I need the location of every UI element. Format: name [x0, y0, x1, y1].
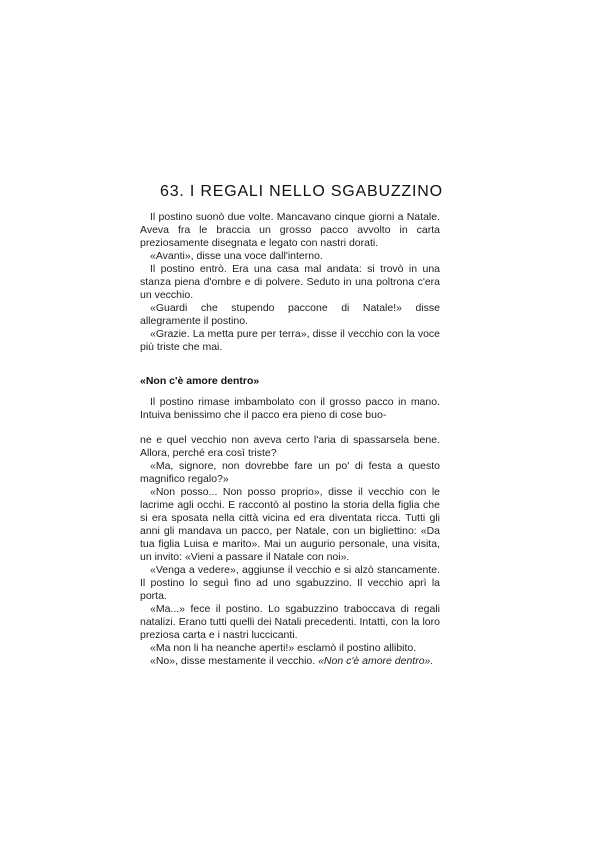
- section-text-start: [140, 396, 440, 422]
- italic-quote: «Non c'è amore dentro».: [318, 655, 434, 667]
- section-heading: «Non c'è amore dentro»: [140, 375, 260, 387]
- chapter-title: 63. I REGALI NELLO SGABUZZINO: [160, 183, 443, 200]
- paragraph-text: «No», disse mestamente il vecchio.: [150, 655, 319, 667]
- paragraph-final: [140, 655, 440, 668]
- paragraph: «Avanti», disse una voce dall'interno.: [150, 250, 323, 262]
- section-text-block: [140, 434, 440, 668]
- paragraph: Il postino rimase imbambolato con il grosso pacco in mano. Intuiva benissimo che il pacco era pieno di cose buo-: [140, 396, 440, 421]
- paragraph: «Venga a vedere», aggiunse il vecchio e si alzò stancamente. Il postino lo seguì fino ad uno sgabuzzino. Il vecchio aprì la porta.: [140, 564, 440, 602]
- paragraph: Il postino suonò due volte. Mancavano cinque giorni a Natale. Aveva fra le braccia un grosso pacco avvolto in carta preziosamente disegnata e legato con nastri dorati.: [140, 211, 440, 249]
- paragraph: ne e quel vecchio non aveva certo l'aria di spassarsela bene. Allora, perché era così triste?: [140, 434, 440, 459]
- paragraph: «Grazie. La metta pure per terra», disse il vecchio con la voce più triste che mai.: [140, 328, 440, 353]
- paragraph: «Non posso... Non posso proprio», disse il vecchio con le lacrime agli occhi. E raccontò al postino la storia della figlia che si era sposata nella città vicina ed era diventata ricca. Tutti gli anni gli mandava un pacco, per Natale, con un bigliettino: «Da tua figlia Luisa e marito». Mai un augurio personale, una visita, un invito: «Vieni a passare il Natale con noi».: [140, 486, 440, 563]
- paragraph: «Ma...» fece il postino. Lo sgabuzzino traboccava di regali natalizi. Erano tutti quelli dei Natali precedenti. Intatti, con la loro preziosa carta e i nastri luccicanti.: [140, 603, 440, 641]
- paragraph: «Guardi che stupendo paccone di Natale!» disse allegramente il postino.: [140, 302, 440, 327]
- paragraph: Il postino entrò. Era una casa mal andata: si trovò in una stanza piena d'ombre e di polvere. Seduto in una poltrona c'era un vecchio.: [140, 263, 440, 301]
- paragraph: «Ma, signore, non dovrebbe fare un po' di festa a questo magnifico regalo?»: [140, 460, 440, 485]
- paragraph: «Ma non li ha neanche aperti!» esclamò il postino allibito.: [150, 642, 417, 654]
- intro-text-block: [140, 211, 440, 354]
